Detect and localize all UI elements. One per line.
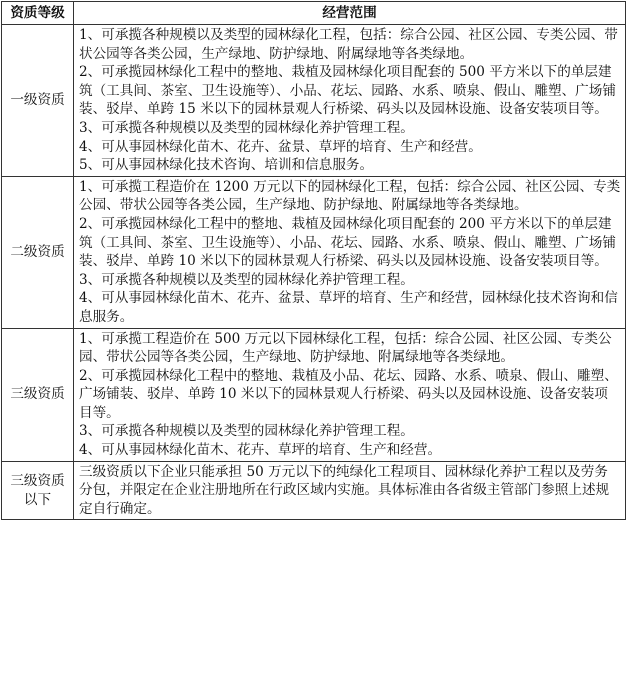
scope-cell <box>74 176 626 328</box>
scope-cell <box>74 25 626 177</box>
level-cell: 二级资质 <box>2 176 74 328</box>
scope-item: 2、可承揽园林绿化工程中的整地、栽植及园林绿化项目配套的 500 平方米以下的单层建筑（工具间、茶室、卫生设施等）、小品、花坛、园路、水系、喷泉、假山、雕塑、广场铺装、驳岸、单跨 15 米以下的园林景观人行桥梁、码头以及园林设施、设备安装项目等。 <box>79 64 616 118</box>
header-row <box>2 2 626 25</box>
header-scope: 经营范围 <box>74 2 626 25</box>
scope-item: 1、可承揽工程造价在 500 万元以下园林绿化工程，包括：综合公园、社区公园、专类公园、带状公园等各类公园，生产绿地、防护绿地、附属绿地等各类绿地。 <box>79 330 612 366</box>
scope-item: 2、可承揽园林绿化工程中的整地、栽植及小品、花坛、园路、水系、喷泉、假山、雕塑、广场铺装、驳岸、单跨 10 米以下的园林景观人行桥梁、码头以及园林设施、设备安装项目等。 <box>79 367 618 421</box>
table-row <box>2 25 626 177</box>
scope-item: 1、可承揽各种规模以及类型的园林绿化工程，包括：综合公园、社区公园、专类公园、带状公园等各类公园，生产绿地、防护绿地、附属绿地等各类绿地。 <box>79 27 618 62</box>
scope-item: 三级资质以下企业只能承担 50 万元以下的纯绿化工程项目、园林绿化养护工程以及劳务分包，并限定在企业注册地所在行政区域内实施。具体标准由各省级主管部门参照上述规定自行确定。 <box>79 463 610 517</box>
header-level: 资质等级 <box>2 2 74 25</box>
scope-item: 4、可从事园林绿化苗木、花卉、草坪的培育、生产和经营。 <box>79 442 442 459</box>
scope-item: 3、可承揽各种规模以及类型的园林绿化养护管理工程。 <box>79 271 414 288</box>
scope-item: 4、可从事园林绿化苗木、花卉、盆景、草坪的培育、生产和经营，园林绿化技术咨询和信息服务。 <box>79 290 618 325</box>
level-cell: 三级资质以下 <box>2 461 74 520</box>
scope-cell <box>74 461 626 520</box>
scope-item: 1、可承揽工程造价在 1200 万元以下的园林绿化工程，包括：综合公园、社区公园、专类公园、带状公园等各类公园，生产绿地、防护绿地、附属绿地等各类绿地。 <box>79 178 621 214</box>
level-cell: 一级资质 <box>2 25 74 177</box>
qualification-table <box>1 1 626 520</box>
scope-item: 5、可从事园林绿化技术咨询、培训和信息服务。 <box>79 157 374 174</box>
scope-cell <box>74 328 626 461</box>
scope-item: 2、可承揽园林绿化工程中的整地、栽植及园林绿化项目配套的 200 平方米以下的单层建筑（工具间、茶室、卫生设施等）、小品、花坛、园路、水系、喷泉、假山、雕塑、广场铺装、驳岸、单跨 10 米以下的园林景观人行桥梁、码头以及园林设施、设备安装项目等。 <box>79 215 616 270</box>
table-row <box>2 461 626 520</box>
table-row <box>2 328 626 461</box>
scope-item: 3、可承揽各种规模以及类型的园林绿化养护管理工程。 <box>79 119 414 136</box>
scope-item: 4、可从事园林绿化苗木、花卉、盆景、草坪的培育、生产和经营。 <box>79 138 482 155</box>
level-cell: 三级资质 <box>2 328 74 461</box>
table-row <box>2 176 626 328</box>
scope-item: 3、可承揽各种规模以及类型的园林绿化养护管理工程。 <box>79 423 414 440</box>
